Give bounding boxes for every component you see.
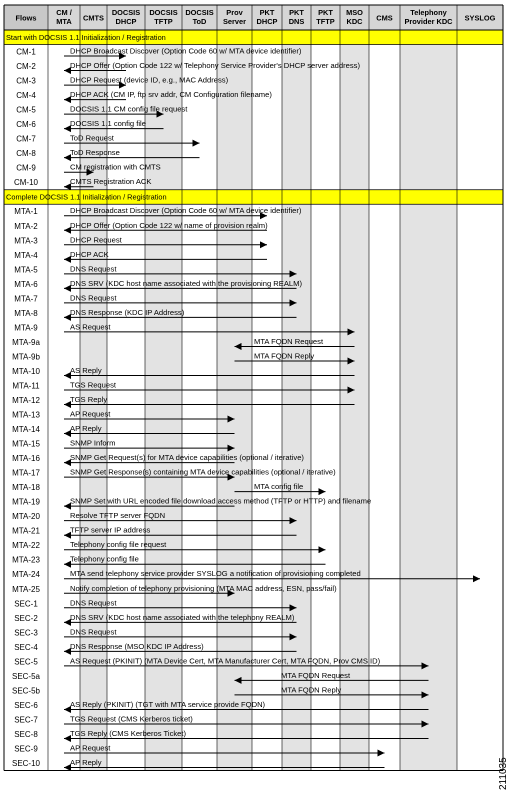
flow-id: CM-10 xyxy=(13,178,39,188)
message-label: TGS Request xyxy=(70,380,117,390)
message-label: DNS SRV (KDC host name associated with the provisioning REALM) xyxy=(70,278,302,288)
message-label: TGS Request (CMS Kerberos ticket) xyxy=(70,714,193,724)
flow-id: MTA-7 xyxy=(14,294,38,304)
flow-id: MTA-2 xyxy=(14,221,38,231)
message-label: AS Request (PKINIT) (MTA Device Cert, MTA Manufacturer Cert, MTA FQDN, Prov CMS ID) xyxy=(70,656,381,666)
message-label: SNMP Inform xyxy=(70,438,116,448)
flow-id: MTA-9 xyxy=(14,323,38,333)
header-label-cms: CMS xyxy=(376,13,393,23)
flow-id: MTA-3 xyxy=(14,236,38,246)
header-label-tod: DOCSIS ToD xyxy=(185,8,214,26)
flow-id: MTA-9b xyxy=(12,352,40,362)
message-label: DHCP Request xyxy=(70,235,122,245)
message-label: DOCSIS 1.1 config file xyxy=(70,119,146,129)
flow-id: SEC-3 xyxy=(14,628,38,638)
flow-id: MTA-21 xyxy=(12,526,40,536)
flow-id: CM-2 xyxy=(16,62,36,72)
header-label-tkdc: Telephony Provider KDC xyxy=(404,8,453,26)
section-label: Start with DOCSIS 1.1 Initialization / Registration xyxy=(6,33,166,42)
message-label: ToD Response xyxy=(70,148,120,158)
message-label: MTA send telephony service provider SYSLOG a notification of provisioning completed xyxy=(70,569,361,579)
message-label: Notify completion of telephony provisioning (MTA MAC address, ESN, pass/fail) xyxy=(70,583,337,593)
flow-id: MTA-13 xyxy=(12,410,40,420)
message-label: SNMP Get Response(s) containing MTA device capabilities (optional / iterative) xyxy=(70,467,336,477)
message-label: DNS Request xyxy=(70,293,117,303)
header-label-kdc: MSO KDC xyxy=(346,8,363,26)
header-label-tftp: DOCSIS TFTP xyxy=(149,8,178,26)
flow-id: MTA-25 xyxy=(12,584,40,594)
flow-id: SEC-10 xyxy=(11,759,41,768)
flow-id: MTA-16 xyxy=(12,454,40,464)
message-label: AS Request xyxy=(70,322,111,332)
message-label: DNS Request xyxy=(70,627,117,637)
flow-id: MTA-6 xyxy=(14,279,38,289)
message-label: AS Reply xyxy=(70,365,102,375)
message-label: DNS Response (KDC IP Address) xyxy=(70,307,185,317)
flow-id: SEC-5b xyxy=(11,686,41,696)
message-label: DHCP ACK xyxy=(70,249,109,259)
flow-id: MTA-5 xyxy=(14,265,38,275)
message-label: DNS Request xyxy=(70,264,117,274)
flow-id: SEC-5a xyxy=(11,671,41,681)
flow-id: MTA-18 xyxy=(12,483,40,493)
message-label: TFTP server IP address xyxy=(70,525,151,535)
message-label: AP Request xyxy=(70,409,111,419)
flow-id: MTA-14 xyxy=(12,425,40,435)
flow-id: CM-6 xyxy=(16,120,36,130)
message-label: DHCP Broadcast Discover (Option Code 60 w/ MTA device identifier) xyxy=(70,206,302,216)
header-label-prov: Prov Server xyxy=(222,8,247,26)
message-label: MTA FQDN Request xyxy=(281,670,351,680)
flow-id: CM-8 xyxy=(16,149,36,159)
message-label: SNMP Get Request(s) for MTA device capabilities (optional / iterative) xyxy=(70,453,304,463)
flow-id: CM-1 xyxy=(16,47,36,57)
header-label-pdhcp: PKT DHCP xyxy=(256,8,278,26)
flow-id: MTA-1 xyxy=(14,207,38,217)
figure-id-label: 211035 xyxy=(498,757,509,790)
flow-id: SEC-2 xyxy=(14,613,38,623)
flow-id: SEC-9 xyxy=(14,744,38,754)
message-label: CMTS Registration ACK xyxy=(70,177,152,187)
message-label: AS Reply (PKINIT) (TGT with MTA service provide FQDN) xyxy=(70,699,266,709)
flow-id: MTA-19 xyxy=(12,497,40,507)
flow-id: CM-3 xyxy=(16,76,36,86)
message-label: AP Reply xyxy=(70,758,102,767)
flow-id: CM-9 xyxy=(16,163,36,173)
header-label-syslog: SYSLOG xyxy=(464,13,496,23)
message-label: TGS Reply (CMS Kerberos Ticket) xyxy=(70,728,187,738)
message-label: SNMP Set with URL encoded file download access method (TFTP or HTTP) and filename xyxy=(70,496,372,506)
flow-id: MTA-24 xyxy=(12,570,40,580)
flow-id: SEC-7 xyxy=(14,715,38,725)
flow-id: CM-4 xyxy=(16,91,36,101)
flow-id: SEC-4 xyxy=(14,642,38,652)
header-label-dhcp: DOCSIS DHCP xyxy=(111,8,141,26)
column-stripe-tkdc xyxy=(400,30,457,771)
flow-id: MTA-20 xyxy=(12,512,40,522)
flow-id: CM-7 xyxy=(16,134,36,144)
message-label: MTA config file xyxy=(254,482,304,492)
header-label-flows: Flows xyxy=(15,13,37,23)
flow-id: SEC-1 xyxy=(14,599,38,609)
header-label-ptftp: PKT TFTP xyxy=(316,8,335,26)
header-label-pdns: PKT DNS xyxy=(288,8,305,26)
flow-id: CM-5 xyxy=(16,105,36,115)
message-label: TGS Reply xyxy=(70,395,108,404)
message-label: DHCP ACK (CM IP, ftp srv addr, CM Configuration filename) xyxy=(70,90,272,100)
flow-id: SEC-6 xyxy=(14,700,38,710)
message-label: DNS Response (MSO KDC IP Address) xyxy=(70,641,204,651)
flow-id: MTA-10 xyxy=(12,366,40,376)
message-label: DNS Request xyxy=(70,598,117,608)
message-label: AP Request xyxy=(70,743,111,753)
message-label: CM registration with CMTS xyxy=(70,162,161,172)
message-label: DHCP Broadcast Discover (Option Code 60 w/ MTA device identifier) xyxy=(70,46,302,56)
flow-id: MTA-9a xyxy=(12,337,40,347)
message-label: MTA FQDN Reply xyxy=(254,351,315,361)
message-label: MTA FQDN Reply xyxy=(281,685,342,695)
message-label: ToD Request xyxy=(70,133,114,143)
message-label: DHCP Offer (Option Code 122 w/ Telephony Service Provider's DHCP server address) xyxy=(70,61,360,71)
header-label-cm: CM / MTA xyxy=(56,8,72,26)
flow-id: MTA-8 xyxy=(14,308,38,318)
section-label: Complete DOCSIS 1.1 Initialization / Registration xyxy=(6,192,167,202)
message-label: Resolve TFTP server FQDN xyxy=(70,511,166,521)
message-label: Telephony config file request xyxy=(70,540,167,550)
flow-id: MTA-22 xyxy=(12,541,40,551)
header-label-cmts: CMTS xyxy=(83,13,104,23)
flow-id: MTA-15 xyxy=(12,439,40,449)
flow-id: MTA-4 xyxy=(14,250,38,260)
flow-id: SEC-5 xyxy=(14,657,38,667)
flow-id: MTA-17 xyxy=(12,468,40,478)
flow-id: MTA-12 xyxy=(12,396,40,405)
message-label: DNS SRV (KDC host name associated with the telephony REALM) xyxy=(70,612,295,622)
flow-id: SEC-8 xyxy=(14,729,38,739)
message-label: DHCP Request (device ID, e.g., MAC Address) xyxy=(70,75,229,85)
message-label: AP Reply xyxy=(70,424,102,434)
flow-id: MTA-11 xyxy=(12,381,40,391)
message-label: MTA FQDN Request xyxy=(254,336,324,346)
flow-id: MTA-23 xyxy=(12,555,40,565)
message-label: Telephony config file xyxy=(70,554,139,564)
column-stripe-syslog xyxy=(457,30,503,771)
message-label: DOCSIS 1.1 CM config file request xyxy=(70,104,188,114)
message-label: DHCP Offer (Option Code 122 w/ name of provision realm) xyxy=(70,220,268,230)
